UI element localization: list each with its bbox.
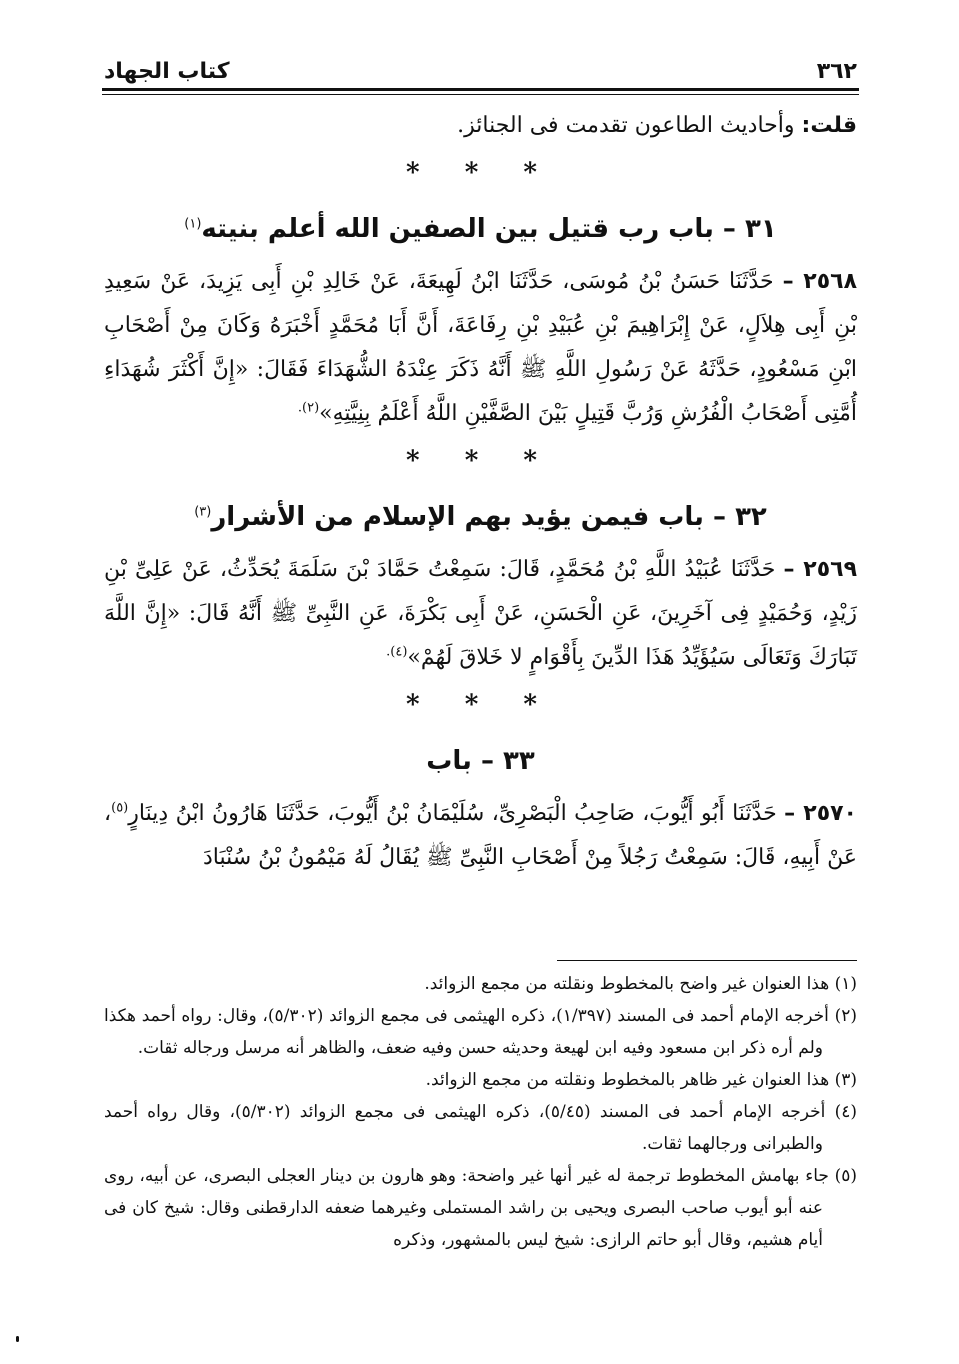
intro-note-text: وأحاديث الطاعون تقدمت فى الجنائز.: [457, 113, 795, 138]
footnote-5: (٥) جاء بهامش المخطوط ترجمة له غير أنها غير واضحة: وهو هارون بن دينار العجلى البصرى، عن أبيه، روى عنه أبو أيوب صاحب البصرى ويحيى بن راشد المستملى وغيرهما ضعفه الدارقطنى وقال: شيخ كان فى أيام هشيم، وقال أبو حاتم الرازى: شيخ ليس بالمشهور، وذكره: [104, 1166, 857, 1250]
section-heading-33: [104, 730, 857, 792]
footnotes: [104, 968, 857, 1256]
main-text: [104, 104, 857, 880]
section-separator: * * *: [406, 690, 555, 720]
footnote-ref[interactable]: (٤).: [386, 644, 408, 660]
section-heading-text: ٣١ – باب رب قتيل بين الصفين الله أعلم بنيته: [201, 214, 777, 244]
hadith-text: حَدَّثَنَا حَسَنُ بْنُ مُوسَى، حَدَّثَنَا ابْنُ لَهِيعَةَ، عَنْ خَالِدِ بْنِ أَبِى يَزِيدَ، عَنْ سَعِيدِ بْنِ أَبِى هِلاَلٍ، عَنْ إِبْرَاهِيمَ بْنِ عُبَيْدِ بْنِ رِفَاعَةَ، أَنَّ أَبَا مُحَمَّدٍ أَخْبَرَهُ وَكَانَ مِنْ أَصْحَابِ ابْنِ مَسْعُودٍ، حَدَّثَهُ عَنْ رَسُولِ اللَّهِ ﷺ أَنَّهُ ذَكَرَ عِنْدَهُ الشُّهَدَاءَ فَقَالَ: «إِنَّ أَكْثَرَ شُهَدَاءِ أُمَّتِى أَصْحَابُ الْفُرُشِ وَرُبَّ قَتِيلٍ بَيْنَ الصَّفَّيْنِ اللَّهُ أَعْلَمُ بِنِيَّتِهِ»: [104, 269, 857, 426]
running-head: [104, 48, 857, 84]
section-separator: * * *: [406, 446, 555, 476]
footnote-ref[interactable]: (٥): [111, 800, 129, 816]
footnote-ref[interactable]: (٢).: [297, 400, 320, 416]
hadith-2570: [104, 792, 857, 880]
hadith-text: حَدَّثَنَا عُبَيْدُ اللَّهِ بْنُ مُحَمَّدٍ، قَالَ: سَمِعْتُ حَمَّادَ بْنَ سَلَمَةَ يُحَدِّثُ، عَنْ عَلِىِّ بْنِ زَيْدٍ، وَحُمَيْدٍ فِى آخَرِينَ، عَنِ الْحَسَنِ، عَنْ أَبِى بَكْرَةَ، عَنِ النَّبِىِّ ﷺ أَنَّهُ قَالَ: «إِنَّ اللَّهَ تَبَارَكَ وَتَعَالَى سَيُؤَيِّدُ هَذَا الدِّينَ بِأَقْوَامٍ لا خَلاقَ لَهُمْ»: [104, 557, 857, 670]
hadith-text-continued: ، عَنْ أَبِيهِ، قَالَ: سَمِعْتُ رَجُلاً مِنْ أَصْحَابِ النَّبِىِّ ﷺ يُقَالُ لَهُ مَيْمُونُ بْنُ سُنْبَادَ: [104, 801, 857, 870]
hadith-number: ٢٥٧٠ –: [784, 801, 857, 826]
footnote-ref[interactable]: (٣): [194, 504, 212, 520]
hadith-2569: [104, 548, 857, 680]
footnote-3: (٣) هذا العنوان غير ظاهر بالمخطوط ونقلته من مجمع الزوائد.: [425, 1070, 857, 1090]
book-title: كتاب الجهاد: [104, 59, 230, 84]
footnote-1: (١) هذا العنوان غير واضح بالمخطوط ونقلته من مجمع الزوائد.: [424, 974, 857, 994]
scan-mark: [16, 1336, 19, 1342]
footnote-4: (٤) أخرجه الإمام أحمد فى المسند (٥/٤٥)، ذكره الهيثمى فى مجمع الزوائد (٥/٣٠٢)، وقال رواه أحمد والطبرانى ورجالهما ثقات.: [104, 1102, 857, 1154]
section-heading-31: [104, 198, 857, 260]
header-rule-thin: [102, 94, 859, 95]
footnote-ref[interactable]: (١): [184, 216, 202, 232]
footnote-rule: [557, 960, 857, 961]
hadith-2568: [104, 260, 857, 436]
hadith-number: ٢٥٦٩ –: [783, 557, 857, 582]
section-heading-text: ٣٢ – باب فيمن يؤيد بهم الإسلام من الأشرار: [211, 502, 767, 532]
intro-note: [104, 104, 857, 148]
section-separator: * * *: [406, 158, 555, 188]
hadith-number: ٢٥٦٨ –: [782, 269, 857, 294]
intro-note-label: قلت:: [801, 113, 857, 138]
footnote-2: (٢) أخرجه الإمام أحمد فى المسند (١/٣٩٧)، ذكره الهيثمى فى مجمع الزوائد (٥/٣٠٢)، وقال: رواه أحمد هكذا ولم أره ذكر ابن مسعود وفيه ابن لهيعة وحديثه حسن وفيه ضعف، والظاهر أنه مرسل ورجاله ثقات.: [104, 1006, 857, 1058]
page-number: ٣٦٢: [816, 59, 857, 84]
section-heading-32: [104, 486, 857, 548]
hadith-text: حَدَّثَنَا أَبُو أَيُّوبَ، صَاحِبُ الْبَصْرِىِّ، سُلَيْمَانُ بْنُ أَيُّوبَ، حَدَّثَنَا هَارُونُ ابْنُ دِينَارٍ: [128, 801, 777, 826]
section-heading-text: ٣٣ – باب: [426, 746, 535, 776]
header-rule-thick: [102, 88, 859, 91]
